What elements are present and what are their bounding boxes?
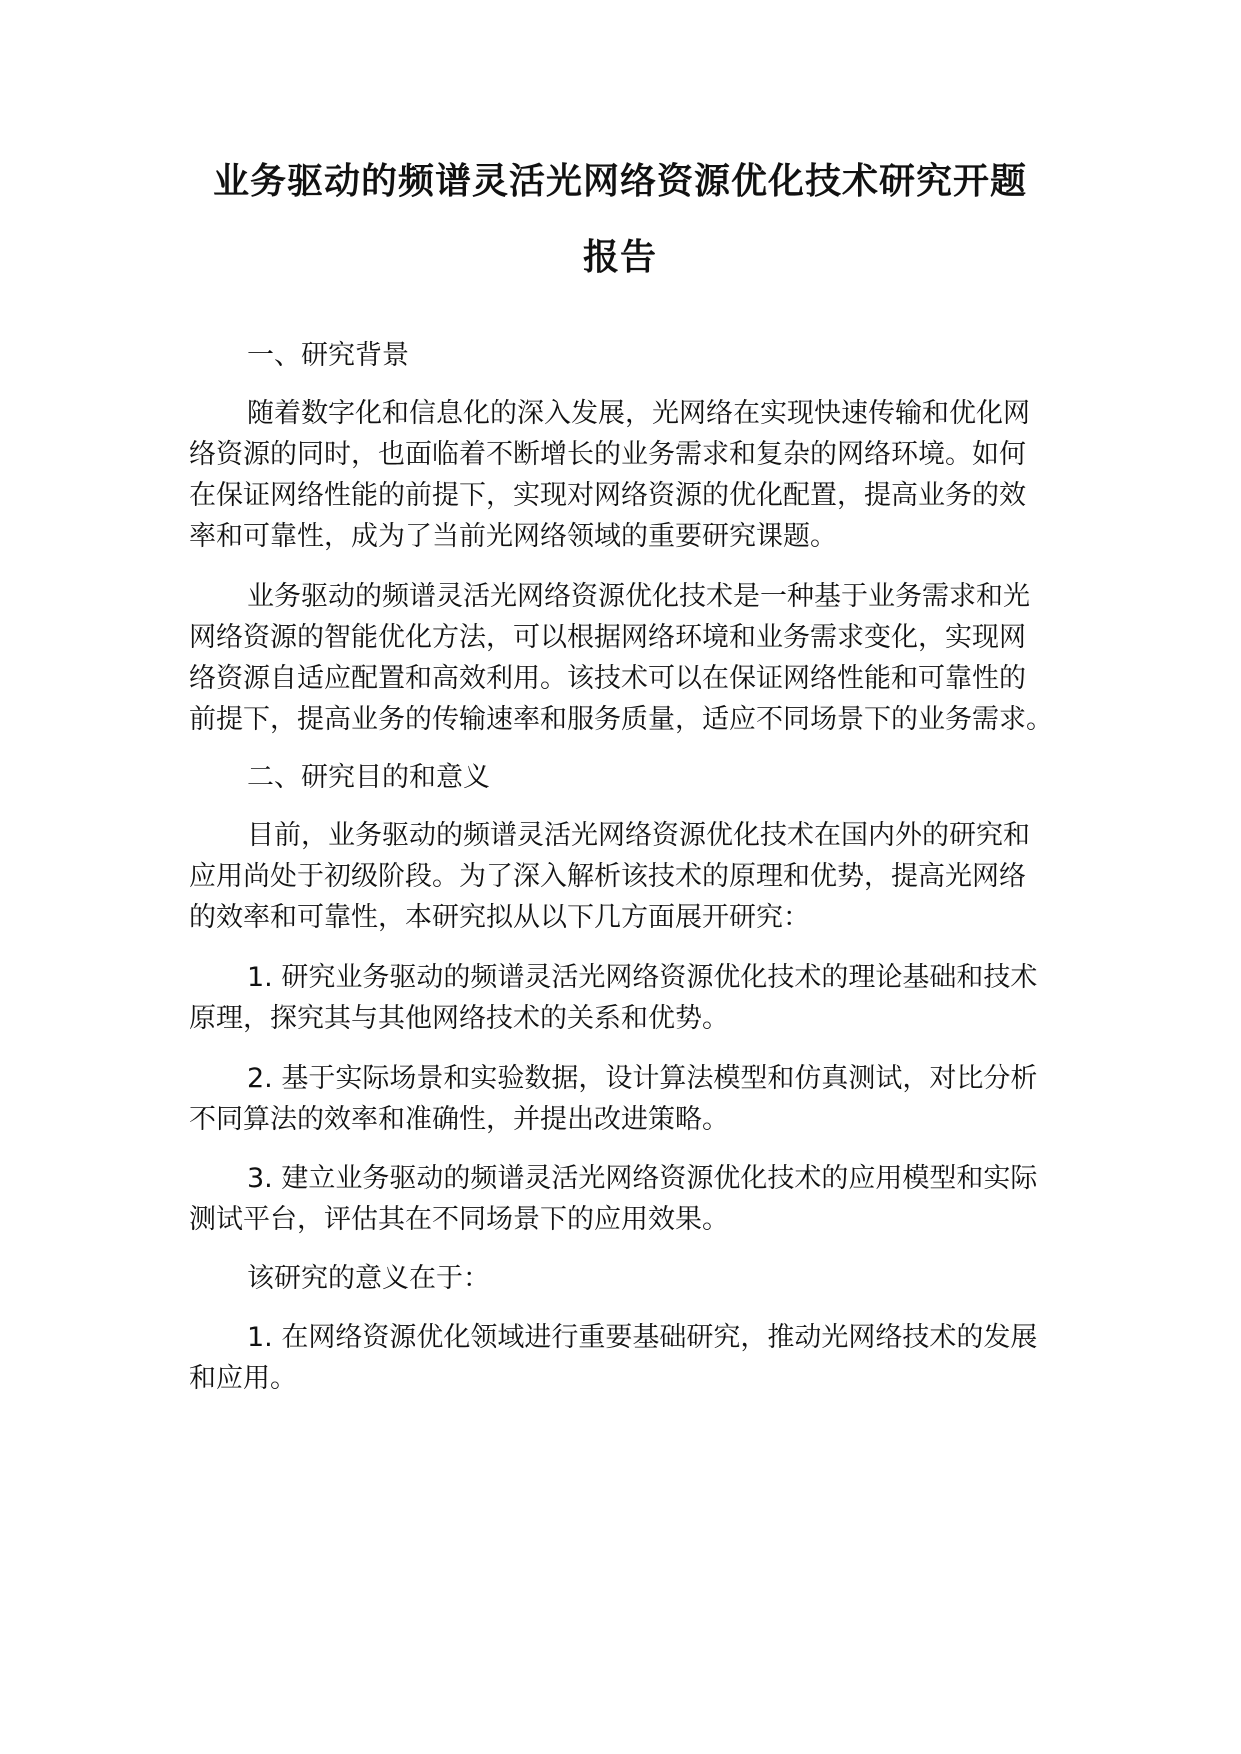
paragraph-line: 在保证网络性能的前提下，实现对网络资源的优化配置，提高业务的效 xyxy=(189,480,1026,511)
paragraph-line: 网络资源的智能优化方法，可以根据网络环境和业务需求变化，实现网 xyxy=(189,622,1026,653)
paragraph-line: 络资源自适应配置和高效利用。该技术可以在保证网络性能和可靠性的 xyxy=(189,663,1026,694)
section-heading-background: 一、研究背景 xyxy=(247,340,409,371)
list-item-line: 1. 研究业务驱动的频谱灵活光网络资源优化技术的理论基础和技术 xyxy=(247,962,1038,993)
paragraph-line: 的效率和可靠性，本研究拟从以下几方面展开研究： xyxy=(189,902,810,933)
document-title-line-2: 报告 xyxy=(582,237,657,278)
list-item-line: 2. 基于实际场景和实验数据，设计算法模型和仿真测试，对比分析 xyxy=(247,1063,1038,1094)
list-item-line: 1. 在网络资源优化领域进行重要基础研究，推动光网络技术的发展 xyxy=(247,1322,1038,1353)
paragraph-line: 应用尚处于初级阶段。为了深入解析该技术的原理和优势，提高光网络 xyxy=(189,861,1026,892)
document-title-line-1: 业务驱动的频谱灵活光网络资源优化技术研究开题 xyxy=(212,161,1027,202)
paragraph-line: 目前，业务驱动的频谱灵活光网络资源优化技术在国内外的研究和 xyxy=(247,820,1030,851)
paragraph-line: 业务驱动的频谱灵活光网络资源优化技术是一种基于业务需求和光 xyxy=(247,581,1030,612)
paragraph-line: 随着数字化和信息化的深入发展，光网络在实现快速传输和优化网 xyxy=(247,398,1030,429)
list-item-line: 原理，探究其与其他网络技术的关系和优势。 xyxy=(189,1003,729,1034)
list-item-line: 和应用。 xyxy=(189,1363,297,1394)
paragraph-line: 前提下，提高业务的传输速率和服务质量，适应不同场景下的业务需求。 xyxy=(189,704,1053,735)
list-item-line: 不同算法的效率和准确性，并提出改进策略。 xyxy=(189,1104,729,1135)
paragraph-line: 络资源的同时，也面临着不断增长的业务需求和复杂的网络环境。如何 xyxy=(189,439,1026,470)
list-item-line: 3. 建立业务驱动的频谱灵活光网络资源优化技术的应用模型和实际 xyxy=(247,1163,1038,1194)
paragraph-line: 率和可靠性，成为了当前光网络领域的重要研究课题。 xyxy=(189,521,837,552)
significance-intro: 该研究的意义在于： xyxy=(247,1263,490,1294)
list-item-line: 测试平台，评估其在不同场景下的应用效果。 xyxy=(189,1204,729,1235)
section-heading-purpose: 二、研究目的和意义 xyxy=(247,762,490,793)
